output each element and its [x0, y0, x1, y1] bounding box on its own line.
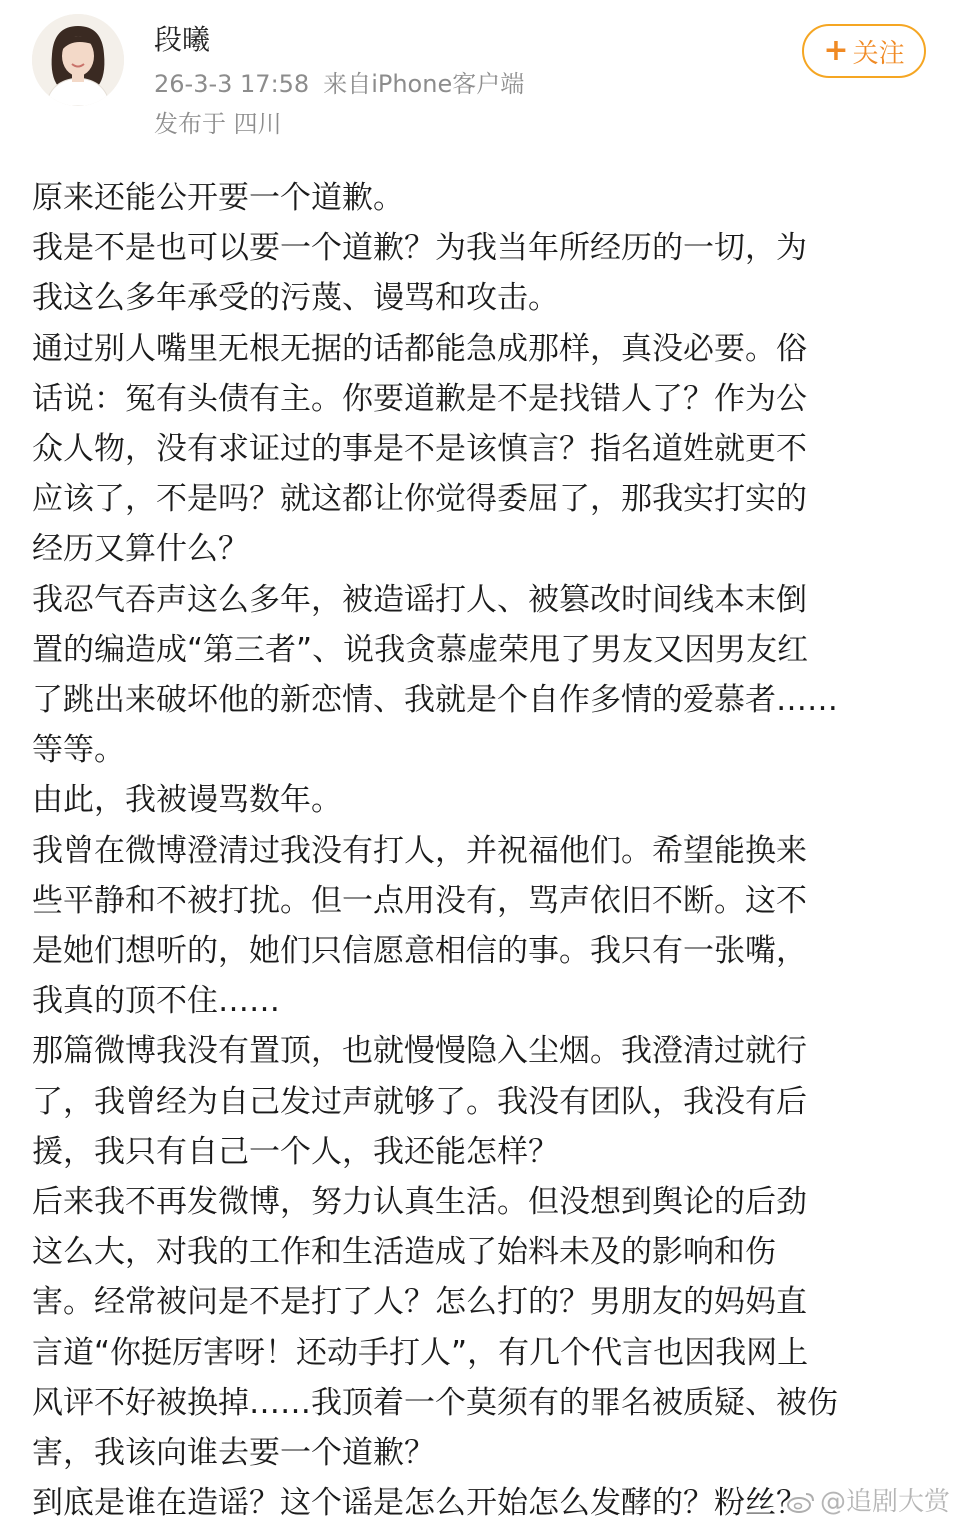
- post-line: 了跳出来破坏他的新恋情、我就是个自作多情的爱慕者……: [32, 682, 838, 719]
- author-name[interactable]: 段曦: [154, 23, 211, 56]
- watermark: [786, 1484, 950, 1520]
- post-body: [32, 173, 922, 1528]
- post-line: 后来我不再发微博，努力认真生活。但没想到舆论的后劲: [32, 1184, 807, 1221]
- avatar-image: [32, 14, 124, 106]
- post-line: 我是不是也可以要一个道歉？为我当年所经历的一切，为: [32, 230, 807, 267]
- post-line: 言道“你挺厉害呀！还动手打人”，有几个代言也因我网上: [32, 1334, 809, 1371]
- post-location: 发布于 四川: [154, 110, 282, 138]
- weibo-logo-icon: [786, 1490, 816, 1514]
- post-line: 是她们想听的，她们只信愿意相信的事。我只有一张嘴，: [32, 933, 807, 970]
- post-line: 了，我曾经为自己发过声就够了。我没有团队，我没有后: [32, 1083, 807, 1120]
- post-line: 我曾在微博澄清过我没有打人，并祝福他们。希望能换来: [32, 832, 807, 869]
- watermark-text: @追剧大赏: [819, 1487, 950, 1517]
- post-line: 众人物，没有求证过的事是不是该慎言？指名道姓就更不: [32, 431, 807, 468]
- post-line: 通过别人嘴里无根无据的话都能急成那样，真没必要。俗: [32, 330, 807, 367]
- post-line: 到底是谁在造谣？这个谣是怎么开始怎么发酵的？粉丝？: [32, 1485, 807, 1522]
- post-line: 害，我该向谁去要一个道歉？: [32, 1435, 435, 1472]
- post-line: 我这么多年承受的污蔑、谩骂和攻击。: [32, 280, 559, 317]
- post-line: 置的编造成“第三者”、说我贪慕虚荣甩了男友又因男友红: [32, 631, 809, 668]
- plus-icon: +: [823, 33, 849, 68]
- post-line: 我忍气吞声这么多年，被造谣打人、被篡改时间线本末倒: [32, 581, 807, 618]
- post-line: 话说：冤有头债有主。你要道歉是不是找错人了？作为公: [32, 380, 807, 417]
- post-line: 等等。: [32, 732, 125, 769]
- post-time: 26-3-3 17:58: [154, 70, 310, 98]
- follow-button[interactable]: [802, 24, 926, 78]
- post-line: 由此，我被谩骂数年。: [32, 782, 342, 819]
- post-line: 援，我只有自己一个人，我还能怎样？: [32, 1133, 559, 1170]
- post-line: 经历又算什么？: [32, 531, 249, 568]
- post-line: 我真的顶不住……: [32, 983, 280, 1020]
- avatar[interactable]: [32, 14, 124, 106]
- post-source: 来自iPhone客户端: [323, 70, 525, 98]
- post-line: 这么大，对我的工作和生活造成了始料未及的影响和伤: [32, 1234, 776, 1271]
- post-meta: [154, 66, 524, 102]
- post-line: 些平静和不被打扰。但一点用没有，骂声依旧不断。这不: [32, 882, 807, 919]
- post-line: 风评不好被换掉……我顶着一个莫须有的罪名被质疑、被伤: [32, 1384, 838, 1421]
- post-line: 原来还能公开要一个道歉。: [32, 180, 404, 216]
- post-line: 应该了，不是吗？就这都让你觉得委屈了，那我实打实的: [32, 481, 807, 518]
- post-line: 那篇微博我没有置顶，也就慢慢隐入尘烟。我澄清过就行: [32, 1033, 807, 1070]
- post-line: 害。经常被问是不是打了人？怎么打的？男朋友的妈妈直: [32, 1284, 807, 1321]
- post-header: [0, 0, 960, 160]
- follow-button-label: 关注: [852, 38, 905, 69]
